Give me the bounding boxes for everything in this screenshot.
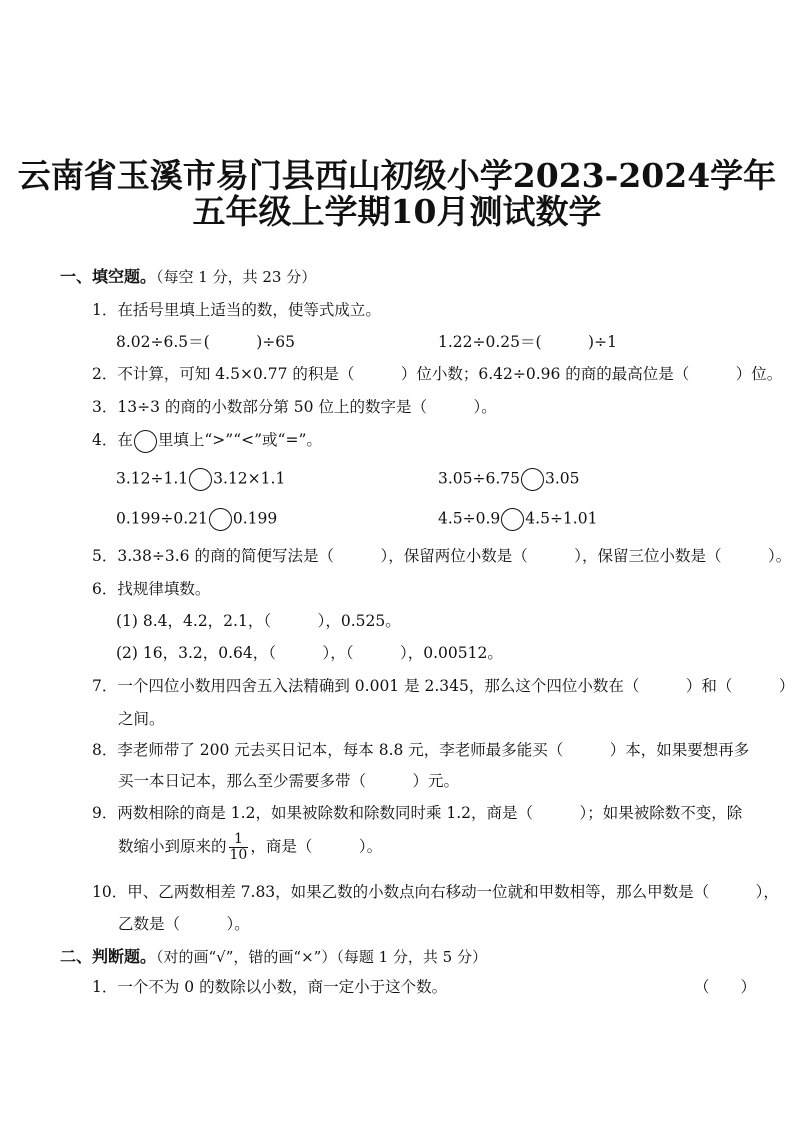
q4b-right: 3.05 (545, 469, 580, 488)
section1-heading: 一、填空题。 (60, 267, 157, 286)
q4c-right: 0.199 (232, 509, 278, 528)
q9-line2-suffix: ，商是（ ）。 (250, 837, 383, 856)
q4a-left: 3.12÷1.1 (116, 469, 189, 488)
question-10-line1: 10．甲、乙两数相差 7.83，如果乙数的小数点向右移动一位就和甲数相等，那么甲数是（ ）， (92, 883, 779, 901)
judge-question-1: 1．一个不为 0 的数除以小数，商一定小于这个数。 (92, 978, 448, 996)
question-4b (438, 468, 580, 491)
q9-line2-prefix: 数缩小到原来的 (118, 837, 227, 856)
answer-circle-4d[interactable] (501, 508, 524, 531)
section1-note: （每空 1 分，共 23 分） (156, 268, 317, 286)
question-4 (92, 428, 322, 453)
question-6: 6．找规律填数。 (92, 580, 211, 598)
document-title-line1: 云南省玉溪市易门县西山初级小学2023-2024学年 (17, 156, 777, 195)
question-9-line2 (118, 832, 382, 863)
fraction (229, 832, 249, 863)
section2-heading: 二、判断题。 (60, 947, 157, 966)
question-8-line1: 8．李老师带了 200 元去买日记本，每本 8.8 元，李老师最多能买（ ）本，如果要想再多 (92, 741, 750, 759)
section2-heading-row (60, 944, 487, 967)
question-5: 5．3.38÷3.6 的商的简便写法是（ ），保留两位小数是（ ），保留三位小数是（ ）。 (92, 547, 792, 565)
question-2: 2．不计算，可知 4.5×0.77 的积是（ ）位小数；6.42÷0.96 的商的最高位是（ ）位。 (92, 365, 783, 383)
fraction-numerator: 1 (229, 832, 249, 848)
answer-circle-4a[interactable] (189, 468, 212, 491)
answer-circle-4c[interactable] (209, 508, 232, 531)
answer-circle-4b[interactable] (521, 468, 544, 491)
question-4d (438, 508, 597, 531)
question-1: 1．在括号里填上适当的数，使等式成立。 (92, 301, 381, 319)
question-4a (116, 468, 285, 491)
q4d-left: 4.5÷0.9 (438, 509, 501, 528)
document-title-line2: 五年级上学期10月测试数学 (192, 192, 602, 231)
question-1a: 8.02÷6.5＝( )÷65 (116, 333, 295, 351)
circle-icon (134, 430, 157, 453)
question-6b: (2) 16，3.2，0.64，（ ），（ ），0.00512。 (116, 644, 503, 662)
section2-note: （对的画“√”，错的画“×”）（每题 1 分，共 5 分） (156, 948, 487, 966)
section1-heading-row (60, 264, 316, 287)
q4c-left: 0.199÷0.21 (116, 509, 208, 528)
question-3: 3．13÷3 的商的小数部分第 50 位上的数字是（ ）。 (92, 398, 497, 416)
question-10-line2: 乙数是（ ）。 (118, 915, 250, 933)
question-9-line1: 9．两数相除的商是 1.2，如果被除数和除数同时乘 1.2，商是（ ）；如果被除数不变，除 (92, 804, 743, 822)
q4b-left: 3.05÷6.75 (438, 469, 521, 488)
question-6a: (1) 8.4，4.2，2.1，（ ），0.525。 (116, 612, 401, 630)
question-7-line1: 7．一个四位小数用四舍五入法精确到 0.001 是 2.345，那么这个四位小数在（ ）和（ ） (92, 677, 794, 695)
fraction-denominator: 10 (229, 847, 248, 863)
question-4-prefix: 4．在 (92, 431, 133, 449)
question-7-line2: 之间。 (118, 710, 165, 728)
q4a-right: 3.12×1.1 (213, 469, 286, 488)
question-1b: 1.22÷0.25＝( )÷1 (438, 333, 617, 351)
q4d-right: 4.5÷1.01 (525, 509, 598, 528)
question-8-line2: 买一本日记本，那么至少需要多带（ ）元。 (118, 772, 460, 790)
question-4-suffix: 里填上“>”“<”或“=”。 (157, 431, 322, 449)
question-4c (116, 508, 277, 531)
judge-answer-1[interactable]: （ ） (694, 978, 757, 996)
